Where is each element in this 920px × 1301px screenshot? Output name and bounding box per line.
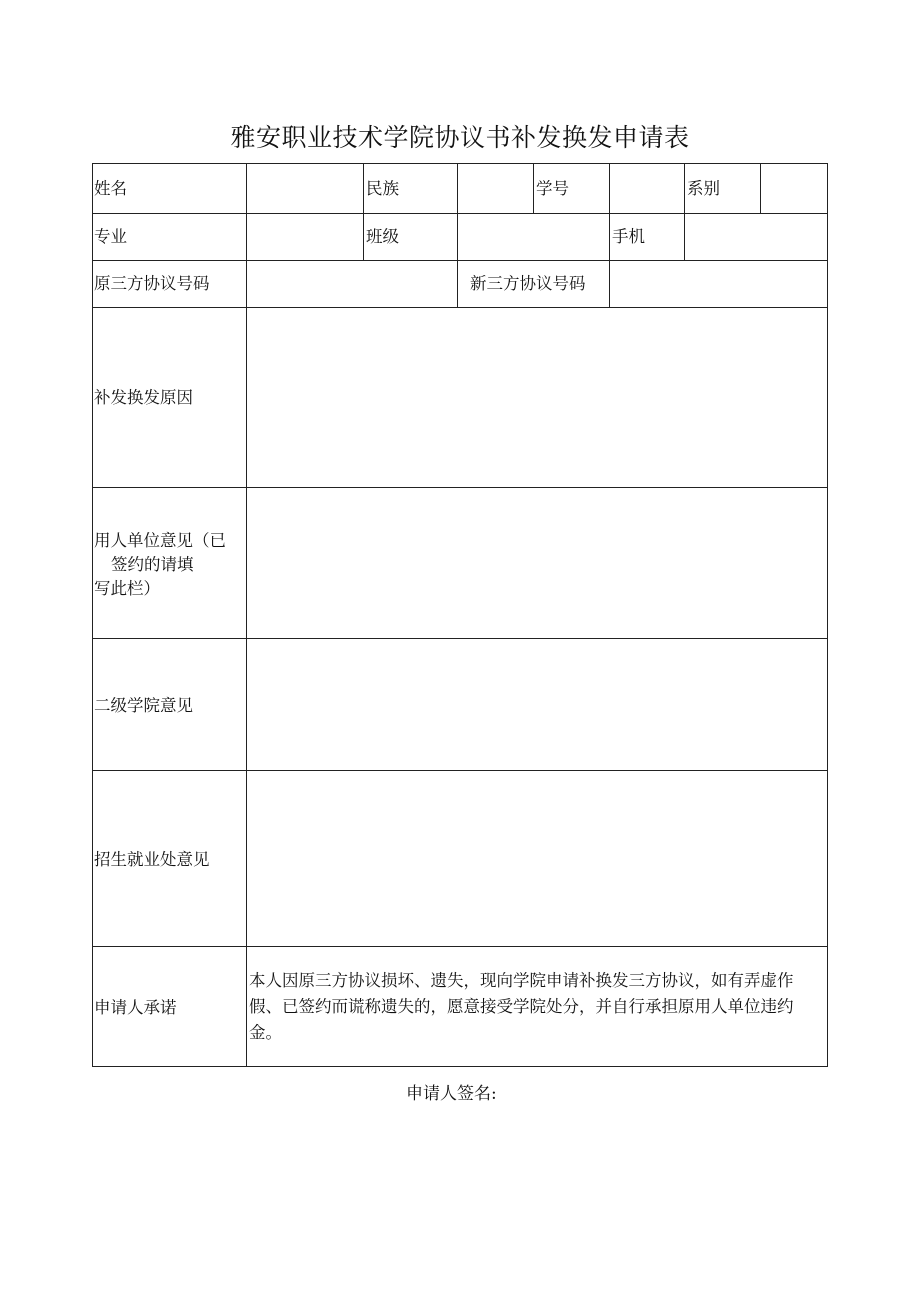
cell-divider <box>363 163 364 214</box>
applicant-signature-label: 申请人签名: <box>406 1084 497 1104</box>
employer-opinion-label-line3: 写此栏） <box>94 579 160 598</box>
employer-opinion-field[interactable] <box>247 488 827 638</box>
name-field[interactable] <box>247 164 363 213</box>
college-opinion-label: 二级学院意见 <box>94 696 193 715</box>
table-border-left <box>92 163 93 1067</box>
ethnicity-field[interactable] <box>458 164 533 213</box>
cell-divider <box>533 163 534 214</box>
department-label: 系别 <box>687 179 720 198</box>
major-field[interactable] <box>247 214 363 260</box>
class-label: 班级 <box>366 227 399 246</box>
applicant-pledge-label: 申请人承诺 <box>94 998 177 1017</box>
employment-office-opinion-label: 招生就业处意见 <box>94 850 210 869</box>
college-opinion-field[interactable] <box>247 639 827 770</box>
phone-label: 手机 <box>612 227 645 246</box>
employment-office-opinion-field[interactable] <box>247 771 827 946</box>
table-border-bottom <box>92 1066 828 1067</box>
cell-divider <box>609 213 610 261</box>
name-label: 姓名 <box>94 179 127 198</box>
cell-divider <box>363 213 364 261</box>
employer-opinion-label-line1: 用人单位意见（已 <box>94 531 226 550</box>
major-label: 专业 <box>94 227 127 246</box>
student-id-field[interactable] <box>610 164 684 213</box>
new-agreement-number-label: 新三方协议号码 <box>470 274 586 293</box>
reissue-reason-label: 补发换发原因 <box>94 388 193 407</box>
ethnicity-label: 民族 <box>366 179 399 198</box>
applicant-pledge-text: 本人因原三方协议损坏、遗失，现向学院申请补换发三方协议，如有弄虚作假、已签约而谎称遗失的，愿意接受学院处分，并自行承担原用人单位违约金。 <box>249 971 794 1042</box>
applicant-signature-field[interactable] <box>520 1080 720 1108</box>
phone-field[interactable] <box>685 214 827 260</box>
old-agreement-number-field[interactable] <box>247 261 457 307</box>
cell-divider <box>684 163 685 214</box>
student-id-label: 学号 <box>536 179 569 198</box>
reissue-reason-field[interactable] <box>247 308 827 487</box>
table-border-right <box>827 163 828 1067</box>
department-field[interactable] <box>761 164 827 213</box>
cell-divider <box>457 260 458 308</box>
employer-opinion-label-line2: 签约的请填 <box>111 555 194 574</box>
row-divider <box>92 946 828 947</box>
class-field[interactable] <box>458 214 609 260</box>
old-agreement-number-label: 原三方协议号码 <box>94 274 210 293</box>
new-agreement-number-field[interactable] <box>610 261 827 307</box>
page-title: 雅安职业技术学院协议书补发换发申请表 <box>230 123 690 152</box>
